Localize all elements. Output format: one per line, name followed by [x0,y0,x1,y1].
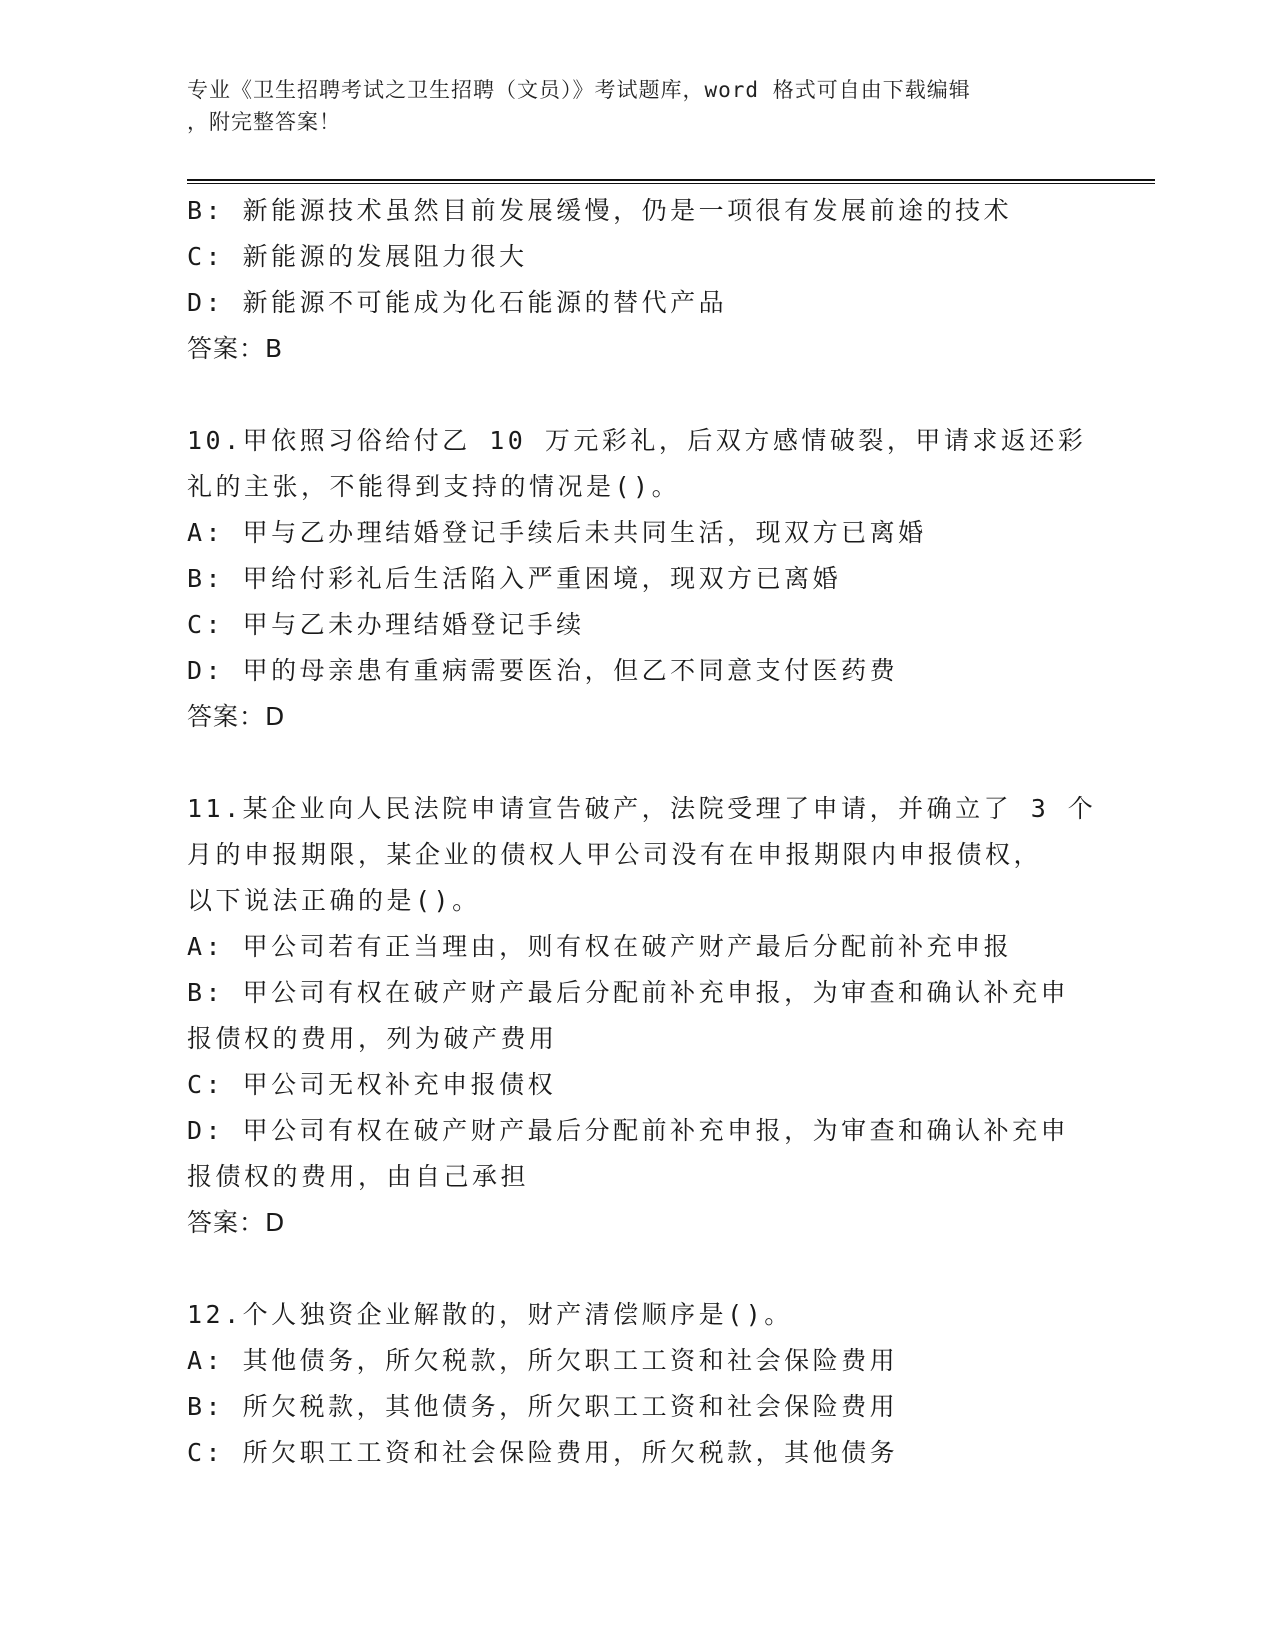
q12-option-b: B: 所欠税款，其他债务，所欠职工工资和社会保险费用 [187,1392,899,1421]
q10-option-a: A: 甲与乙办理结婚登记手续后未共同生活，现双方已离婚 [187,518,927,547]
q12-stem: 12.个人独资企业解散的，财产清偿顺序是()。 [187,1300,793,1329]
question-9 [187,188,1087,372]
q11-stem-line-1: 11.某企业向人民法院申请宣告破产，法院受理了申请，并确立了 3 个 [187,794,1097,823]
q11-option-c: C: 甲公司无权补充申报债权 [187,1070,557,1099]
q10-option-c: C: 甲与乙未办理结婚登记手续 [187,610,585,639]
question-12 [187,1292,1087,1476]
q11-answer: 答案：D [187,1208,286,1237]
q11-option-d-line-1: D: 甲公司有权在破产财产最后分配前补充申报，为审查和确认补充申 [187,1116,1070,1145]
q11-option-b-line-2: 报债权的费用，列为破产费用 [187,1024,558,1053]
question-11 [187,786,1097,1246]
q10-answer: 答案：D [187,702,286,731]
q10-stem-line-2: 礼的主张，不能得到支持的情况是()。 [187,472,681,501]
q10-stem-line-1: 10.甲依照习俗给付乙 10 万元彩礼，后双方感情破裂，甲请求返还彩 [187,426,1087,455]
spacer [187,1246,1087,1292]
spacer [187,372,1087,418]
question-10 [187,418,1087,740]
q11-option-d-line-2: 报债权的费用，由自己承担 [187,1162,530,1191]
spacer [187,740,1087,786]
q11-stem-line-3: 以下说法正确的是()。 [187,886,481,915]
q11-stem-line-2: 月的申报期限，某企业的债权人甲公司没有在申报期限内申报债权， [187,840,1043,869]
header-rule-thin [187,183,1155,184]
header-rule-thick [187,179,1155,181]
q9-option-d: D: 新能源不可能成为化石能源的替代产品 [187,288,728,317]
q11-option-a: A: 甲公司若有正当理由，则有权在破产财产最后分配前补充申报 [187,932,1013,961]
q9-option-b: B: 新能源技术虽然目前发展缓慢，仍是一项很有发展前途的技术 [187,196,1013,225]
q9-option-c: C: 新能源的发展阻力很大 [187,242,528,271]
header-line-2: ，附完整答案！ [187,110,341,134]
q12-option-a: A: 其他债务，所欠税款，所欠职工工资和社会保险费用 [187,1346,899,1375]
q11-option-b-line-1: B: 甲公司有权在破产财产最后分配前补充申报，为审查和确认补充申 [187,978,1070,1007]
header-line-1: 专业《卫生招聘考试之卫生招聘（文员）》考试题库，word 格式可自由下载编辑 [187,78,971,102]
q10-option-b: B: 甲给付彩礼后生活陷入严重困境，现双方已离婚 [187,564,842,593]
q9-answer: 答案：B [187,334,284,363]
q12-option-c: C: 所欠职工工资和社会保险费用，所欠税款，其他债务 [187,1438,899,1467]
q10-option-d: D: 甲的母亲患有重病需要医治，但乙不同意支付医药费 [187,656,899,685]
document-header [187,74,1067,138]
question-list [187,188,1097,1476]
